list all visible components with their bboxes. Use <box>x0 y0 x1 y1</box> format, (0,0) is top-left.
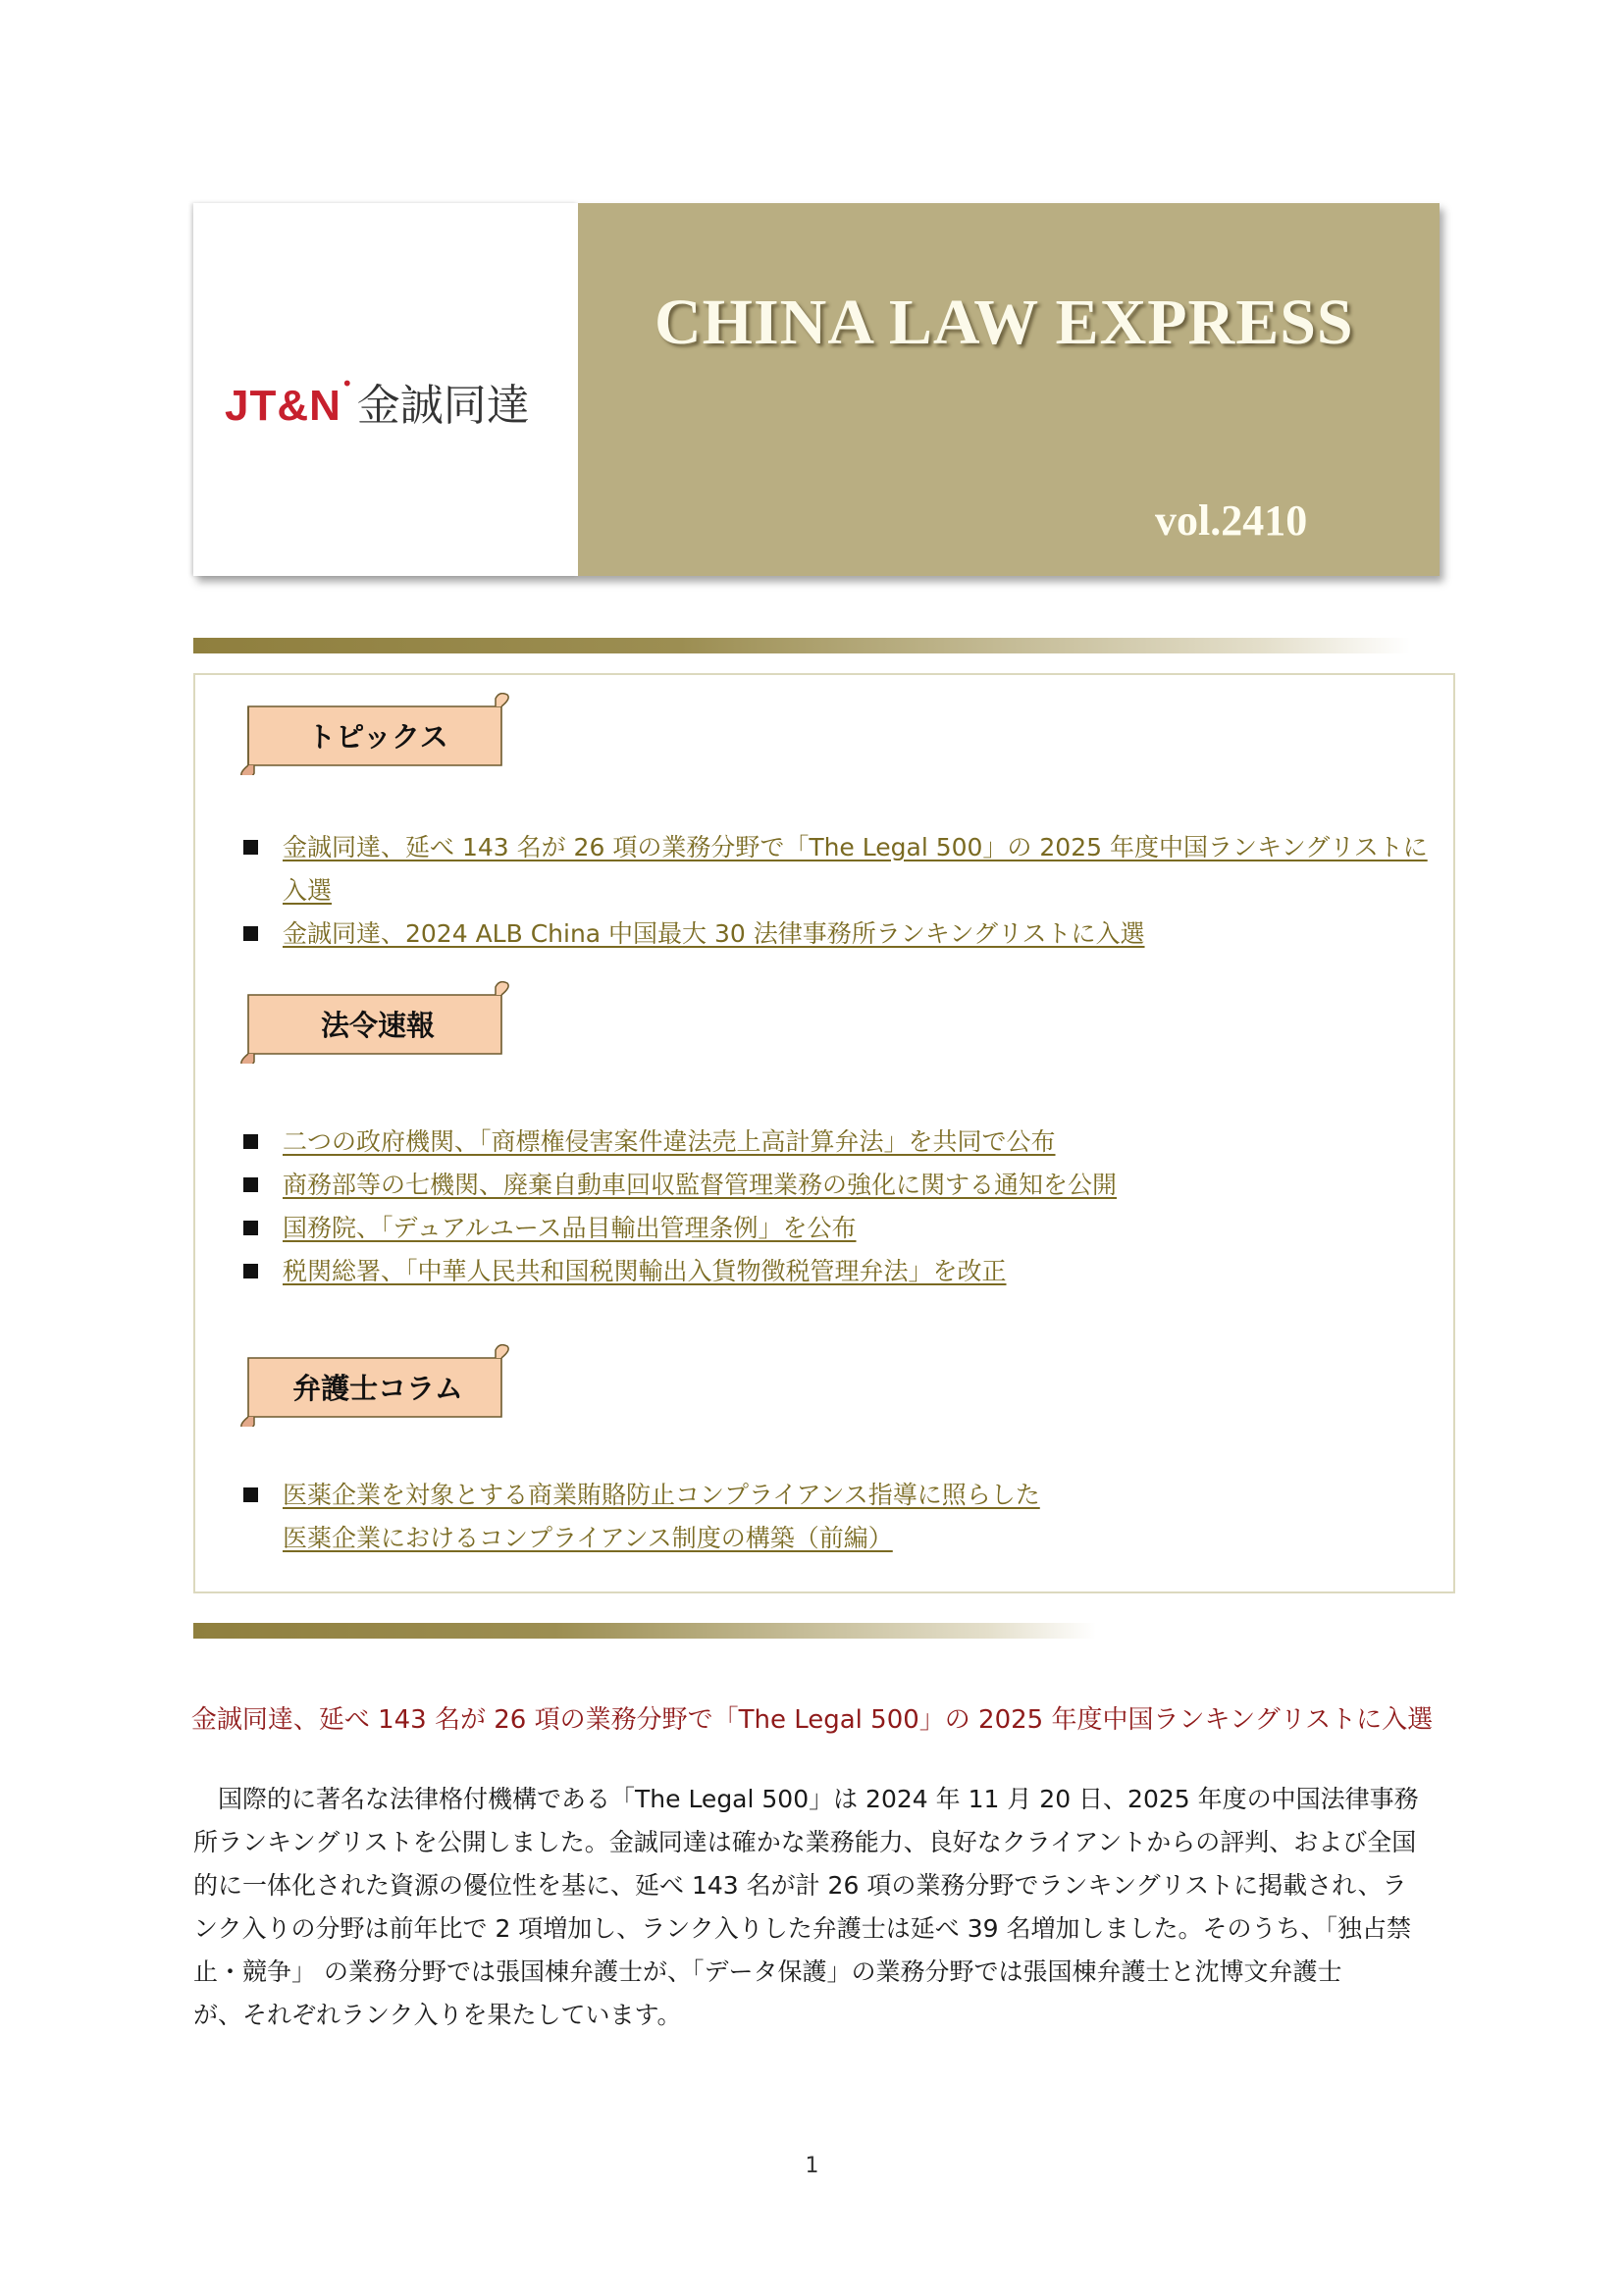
square-bullet-icon <box>243 1264 258 1278</box>
page-number: 1 <box>805 2154 819 2178</box>
toc-link-line[interactable]: 医薬企業を対象とする商業賄賂防止コンプライアンス指導に照らした <box>283 1481 1040 1509</box>
toc-link-line[interactable]: 国務院、「デュアルユース品目輸出管理条例」を公布 <box>283 1214 857 1242</box>
toc-link-line[interactable]: 商務部等の七機関、廃棄自動車回収監督管理業務の強化に関する通知を公開 <box>283 1171 1118 1199</box>
volume-number: vol.2410 <box>1155 496 1308 545</box>
jtn-logo <box>225 370 530 433</box>
toc-link-line[interactable]: 入選 <box>283 876 333 905</box>
divider-bar-bottom <box>193 1623 1096 1639</box>
title-panel <box>578 203 1440 576</box>
masthead-header <box>193 203 1440 576</box>
square-bullet-icon <box>243 1487 258 1502</box>
article-body-line: 国際的に著名な法律格付機構である「The Legal 500」は 2024 年 11 月 20 日、2025 年度の中国法律事務 <box>193 1785 1419 1813</box>
section-heading-topics <box>238 693 513 775</box>
toc-link-line[interactable]: 医薬企業におけるコンプライアンス制度の構築（前編） <box>283 1524 893 1552</box>
section-heading-law-news <box>238 981 513 1064</box>
square-bullet-icon <box>243 1221 258 1235</box>
logo-panel <box>193 203 578 576</box>
article-body-line: 的に一体化された資源の優位性を基に、延べ 143 名が計 26 項の業務分野でランキングリストに掲載され、ラ <box>193 1871 1407 1900</box>
logo-chinese-name: 金誠同達 <box>356 381 530 431</box>
divider-bar-top <box>193 638 1410 653</box>
toc-link-line[interactable]: 税関総署、「中華人民共和国税関輸出入貨物徴税管理弁法」を改正 <box>283 1257 1007 1285</box>
toc-link-line[interactable]: 金誠同達、2024 ALB China 中国最大 30 法律事務所ランキングリストに入選 <box>283 919 1145 948</box>
article-body-line: が、それぞれランク入りを果たしています。 <box>193 2001 682 2029</box>
square-bullet-icon <box>243 1134 258 1149</box>
toc-link-line[interactable]: 二つの政府機関、「商標権侵害案件違法売上高計算弁法」を共同で公布 <box>283 1127 1056 1156</box>
article-body-line: ンク入りの分野は前年比で 2 項増加し、ランク入りした弁護士は延べ 39 名増加しました。そのうち、「独占禁 <box>193 1914 1412 1943</box>
section-heading-label: 弁護士コラム <box>292 1372 463 1405</box>
article-body-line: 止・競争」 の業務分野では張国棟弁護士が、「データ保護」の業務分野では張国棟弁護士と沈博文弁護士 <box>193 1957 1342 1986</box>
square-bullet-icon <box>243 840 258 855</box>
square-bullet-icon <box>243 1177 258 1192</box>
toc-link-line[interactable]: 金誠同達、延べ 143 名が 26 項の業務分野で「The Legal 500」の 2025 年度中国ランキングリストに <box>283 833 1428 861</box>
article-title: 金誠同達、延べ 143 名が 26 項の業務分野で「The Legal 500」の 2025 年度中国ランキングリストに入選 <box>190 1705 1434 1735</box>
section-heading-lawyer-column <box>238 1344 513 1427</box>
newsletter-title: CHINA LAW EXPRESS <box>655 287 1354 358</box>
square-bullet-icon <box>243 926 258 941</box>
logo-dot: • <box>341 372 353 395</box>
section-heading-label: 法令速報 <box>320 1009 435 1042</box>
article-body-line: 所ランキングリストを公開しました。金誠同達は確かな業務能力、良好なクライアントからの評判、および全国 <box>193 1828 1417 1856</box>
section-heading-label: トピックス <box>307 720 448 754</box>
logo-mark: JT&N <box>225 382 341 430</box>
